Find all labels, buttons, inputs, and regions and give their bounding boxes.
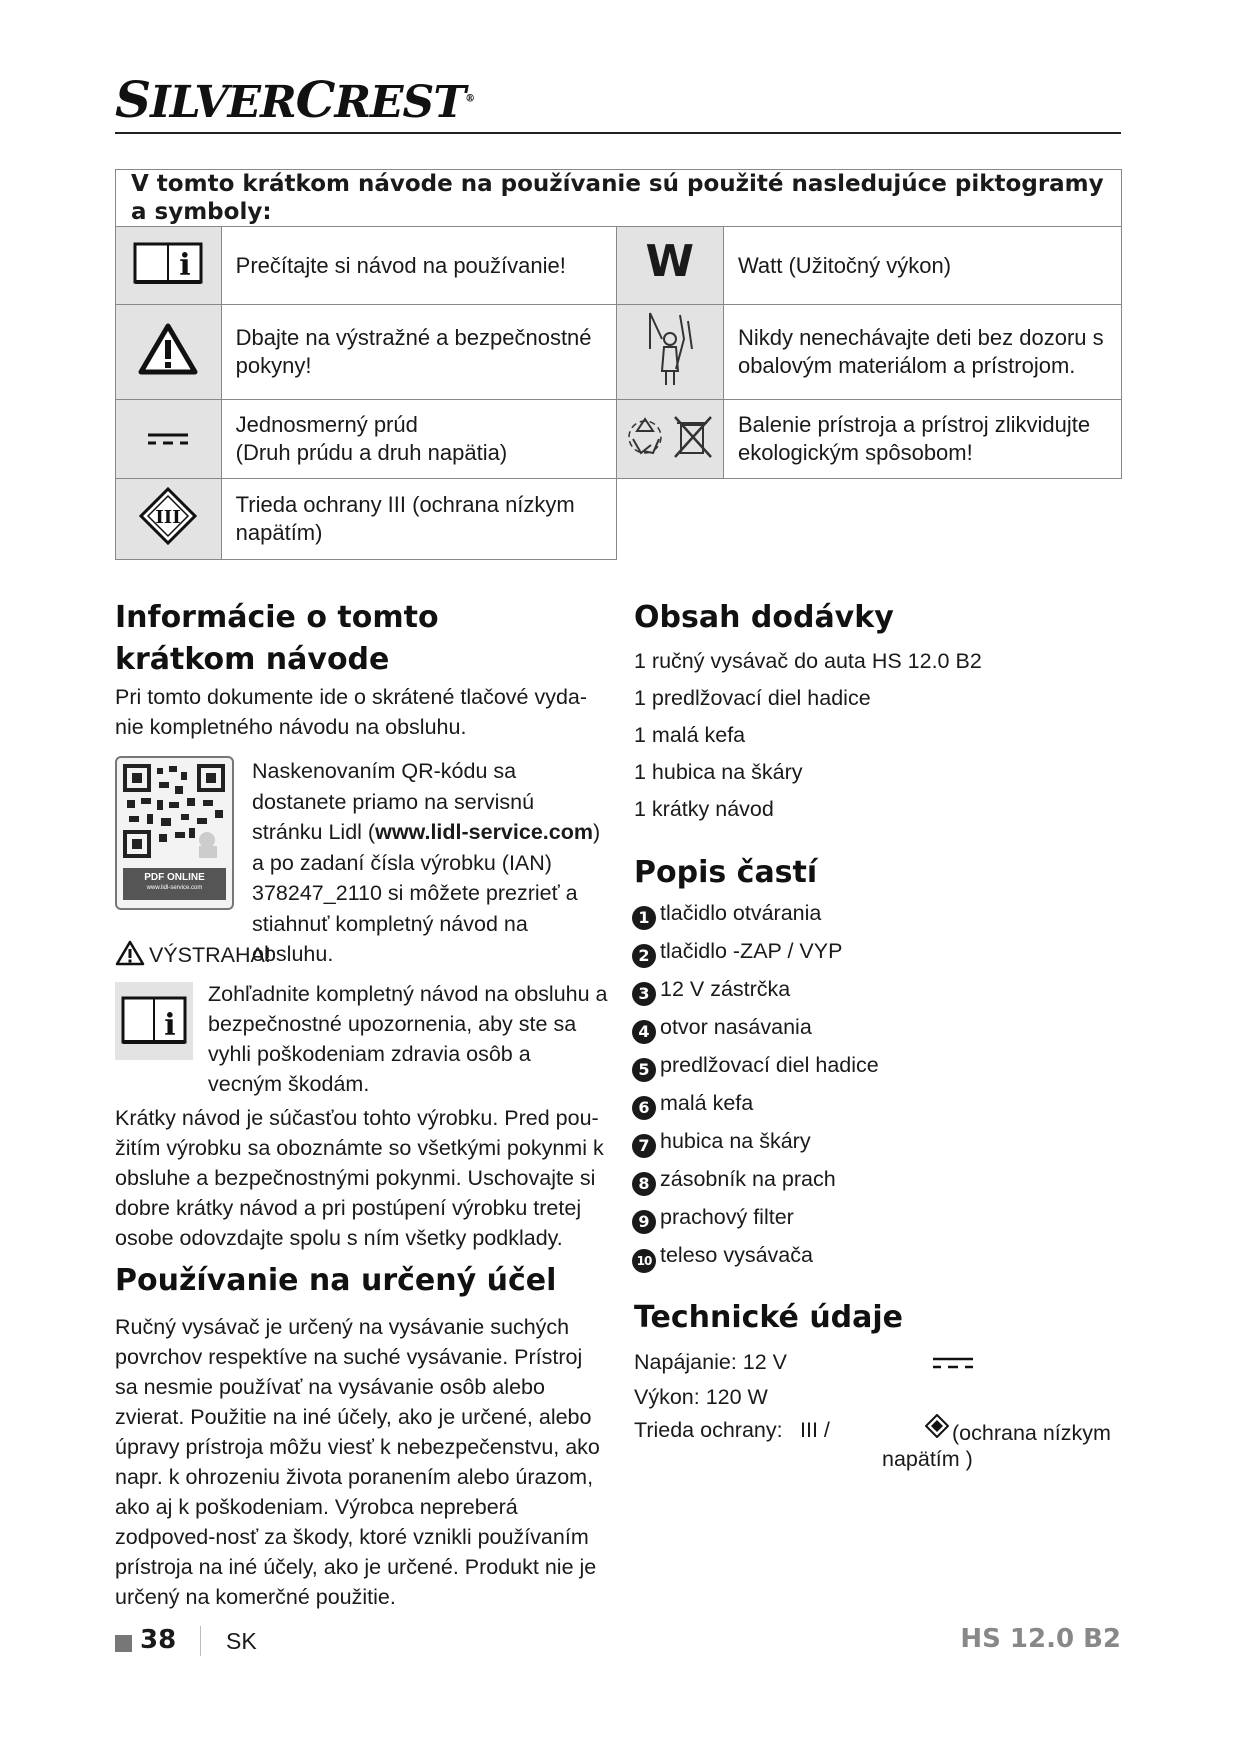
- delivery-item: 1 hubica na škáry: [634, 760, 803, 784]
- qr-badge: PDF ONLINE www.lidl-service.com: [123, 868, 226, 900]
- part-item: 5 predlžovací diel hadice: [632, 1046, 1112, 1084]
- qr-code[interactable]: [115, 756, 234, 910]
- page-number: 38: [140, 1625, 177, 1655]
- recycle-text: Balenie prístroja a prístroj zlikvidujte ekologickým spôsobom!: [723, 400, 1121, 479]
- warning-triangle-icon: [116, 305, 222, 400]
- protection-class-3-icon: [116, 479, 222, 560]
- part-number-badge: 9: [632, 1210, 656, 1234]
- intended-use-text: Ručný vysávač je určený na vysávanie suchých povrchov respektíve na suché vysávanie. Prístroj sa nesmie používať na vysávanie osôb alebo zvierat. Použitie na iné účely, ako je určené, alebo úpravy prístroja môžu viesť k nebezpečenstvu, ako napr. k ohrozeniu života poranením alebo úrazom, ako aj k poškodeniam. Výrobca nepreberá zodpoved-nosť za škody, ktoré vznikli používaním prístroja na iné účely, ako je určené. Produkt nie je určený na komerčné použitie.: [115, 1315, 600, 1609]
- part-item: 10 teleso vysávača: [632, 1236, 1112, 1274]
- part-item: 7 hubica na škáry: [632, 1122, 1112, 1160]
- part-number-badge: 7: [632, 1134, 656, 1158]
- direct-current-small-icon: [932, 1357, 974, 1369]
- intended-use-heading: Používanie na určený účel: [115, 1263, 557, 1298]
- model-name: HS 12.0 B2: [960, 1624, 1121, 1654]
- delivery-item: 1 ručný vysávač do auta HS 12.0 B2: [634, 649, 982, 673]
- tech-protection-value: III /: [800, 1418, 830, 1442]
- symbols-caption: V tomto krátkom návode na používanie sú použité nasledujúce piktogramy a symboly:: [116, 170, 1122, 227]
- footer-square-icon: [115, 1635, 132, 1652]
- delivery-item: 1 malá kefa: [634, 723, 746, 747]
- tech-power-supply: Napájanie: 12 V: [634, 1350, 787, 1374]
- tech-output: Výkon: 120 W: [634, 1385, 768, 1409]
- part-number-badge: 8: [632, 1172, 656, 1196]
- watt-icon: W: [616, 227, 723, 305]
- watt-text: Watt (Užitočný výkon): [723, 227, 1121, 305]
- info-heading: Informácie o tomto krátkom návode: [115, 600, 439, 677]
- recycle-dispose-icon: [616, 400, 723, 479]
- child-packaging-icon: [616, 305, 723, 400]
- part-number-badge: 10: [632, 1249, 656, 1273]
- part-item: 2 tlačidlo -ZAP / VYP: [632, 932, 1112, 970]
- language-code: SK: [226, 1628, 257, 1654]
- part-number-badge: 1: [632, 906, 656, 930]
- warning-label: VÝSTRAHA!: [115, 940, 415, 970]
- part-item: 4 otvor nasávania: [632, 1008, 1112, 1046]
- read-manual-small-icon: [115, 982, 193, 1060]
- part-item: 6 malá kefa: [632, 1084, 1112, 1122]
- direct-current-text: Jednosmerný prúd (Druh prúdu a druh napätia): [221, 400, 616, 479]
- qr-instructions: Naskenovaním QR-kódu sa dostanete priamo na servisnú stránku Lidl (www.lidl-service.com) a po zadaní čísla výrobku (IAN) 378247_2110 si môžete prezrieť a stiahnuť kompletný návod na obsluhu.: [252, 759, 601, 966]
- part-item: 3 12 V zástrčka: [632, 970, 1112, 1008]
- part-item: 9 prachový filter: [632, 1198, 1112, 1236]
- lidl-service-link[interactable]: www.lidl-service.com: [375, 820, 593, 844]
- part-number-badge: 4: [632, 1020, 656, 1044]
- read-manual-text: Prečítajte si návod na používanie!: [221, 227, 616, 305]
- warning-small-icon: [115, 940, 145, 966]
- svg-text:i: i: [179, 248, 192, 283]
- footer-divider: [200, 1626, 201, 1656]
- tech-protection-note: (ochrana nízkym napätím ): [882, 1421, 1111, 1471]
- warning-text: Dbajte na výstražné a bezpečnostné pokyny!: [221, 305, 616, 400]
- protection-class-3-text: Trieda ochrany III (ochrana nízkym napätím): [221, 479, 616, 560]
- parts-list: [632, 894, 1112, 1274]
- children-text: Nikdy nenechávajte deti bez dozoru s obalovým materiálom a prístrojom.: [723, 305, 1121, 400]
- delivery-heading: Obsah dodávky: [634, 600, 894, 635]
- info-intro: Pri tomto dokumente ide o skrátené tlačové vyda-nie kompletného návodu na obsluhu.: [115, 685, 588, 739]
- direct-current-icon: [116, 400, 222, 479]
- part-item: 1 tlačidlo otvárania: [632, 894, 1112, 932]
- part-number-badge: 6: [632, 1096, 656, 1120]
- part-number-badge: 3: [632, 982, 656, 1006]
- delivery-list: [634, 643, 1114, 828]
- part-number-badge: 2: [632, 944, 656, 968]
- qr-code-icon: [119, 762, 230, 862]
- symbols-table: [115, 169, 1122, 560]
- delivery-item: 1 krátky návod: [634, 797, 774, 821]
- brand-logo: SILVERCREST®: [115, 70, 475, 129]
- parts-heading: Popis častí: [634, 855, 818, 890]
- part-number-badge: 5: [632, 1058, 656, 1082]
- read-manual-icon: [116, 227, 222, 305]
- warning-text-body: Zohľadnite kompletný návod na obsluhu a bezpečnostné upozornenia, aby ste sa vyhli poškodeniam zdravia osôb a vecným škodám.: [208, 982, 608, 1096]
- tech-protection-label: Trieda ochrany:: [634, 1418, 783, 1442]
- delivery-item: 1 predlžovací diel hadice: [634, 686, 871, 710]
- part-item: 8 zásobník na prach: [632, 1160, 1112, 1198]
- tech-heading: Technické údaje: [634, 1300, 904, 1335]
- info-paragraph: Krátky návod je súčasťou tohto výrobku. Pred pou-žitím výrobku sa oboznámte so všetkými pokynmi k obsluhe a bezpečnostnými pokynmi. Uschovajte si dobre krátky návod a pri postúpení výrobku tretej osobe odovzdajte spolu s ním všetky podklady.: [115, 1106, 604, 1250]
- svg-text:i: i: [164, 1008, 176, 1043]
- header-divider: [115, 132, 1121, 134]
- svg-text:III: III: [155, 506, 181, 528]
